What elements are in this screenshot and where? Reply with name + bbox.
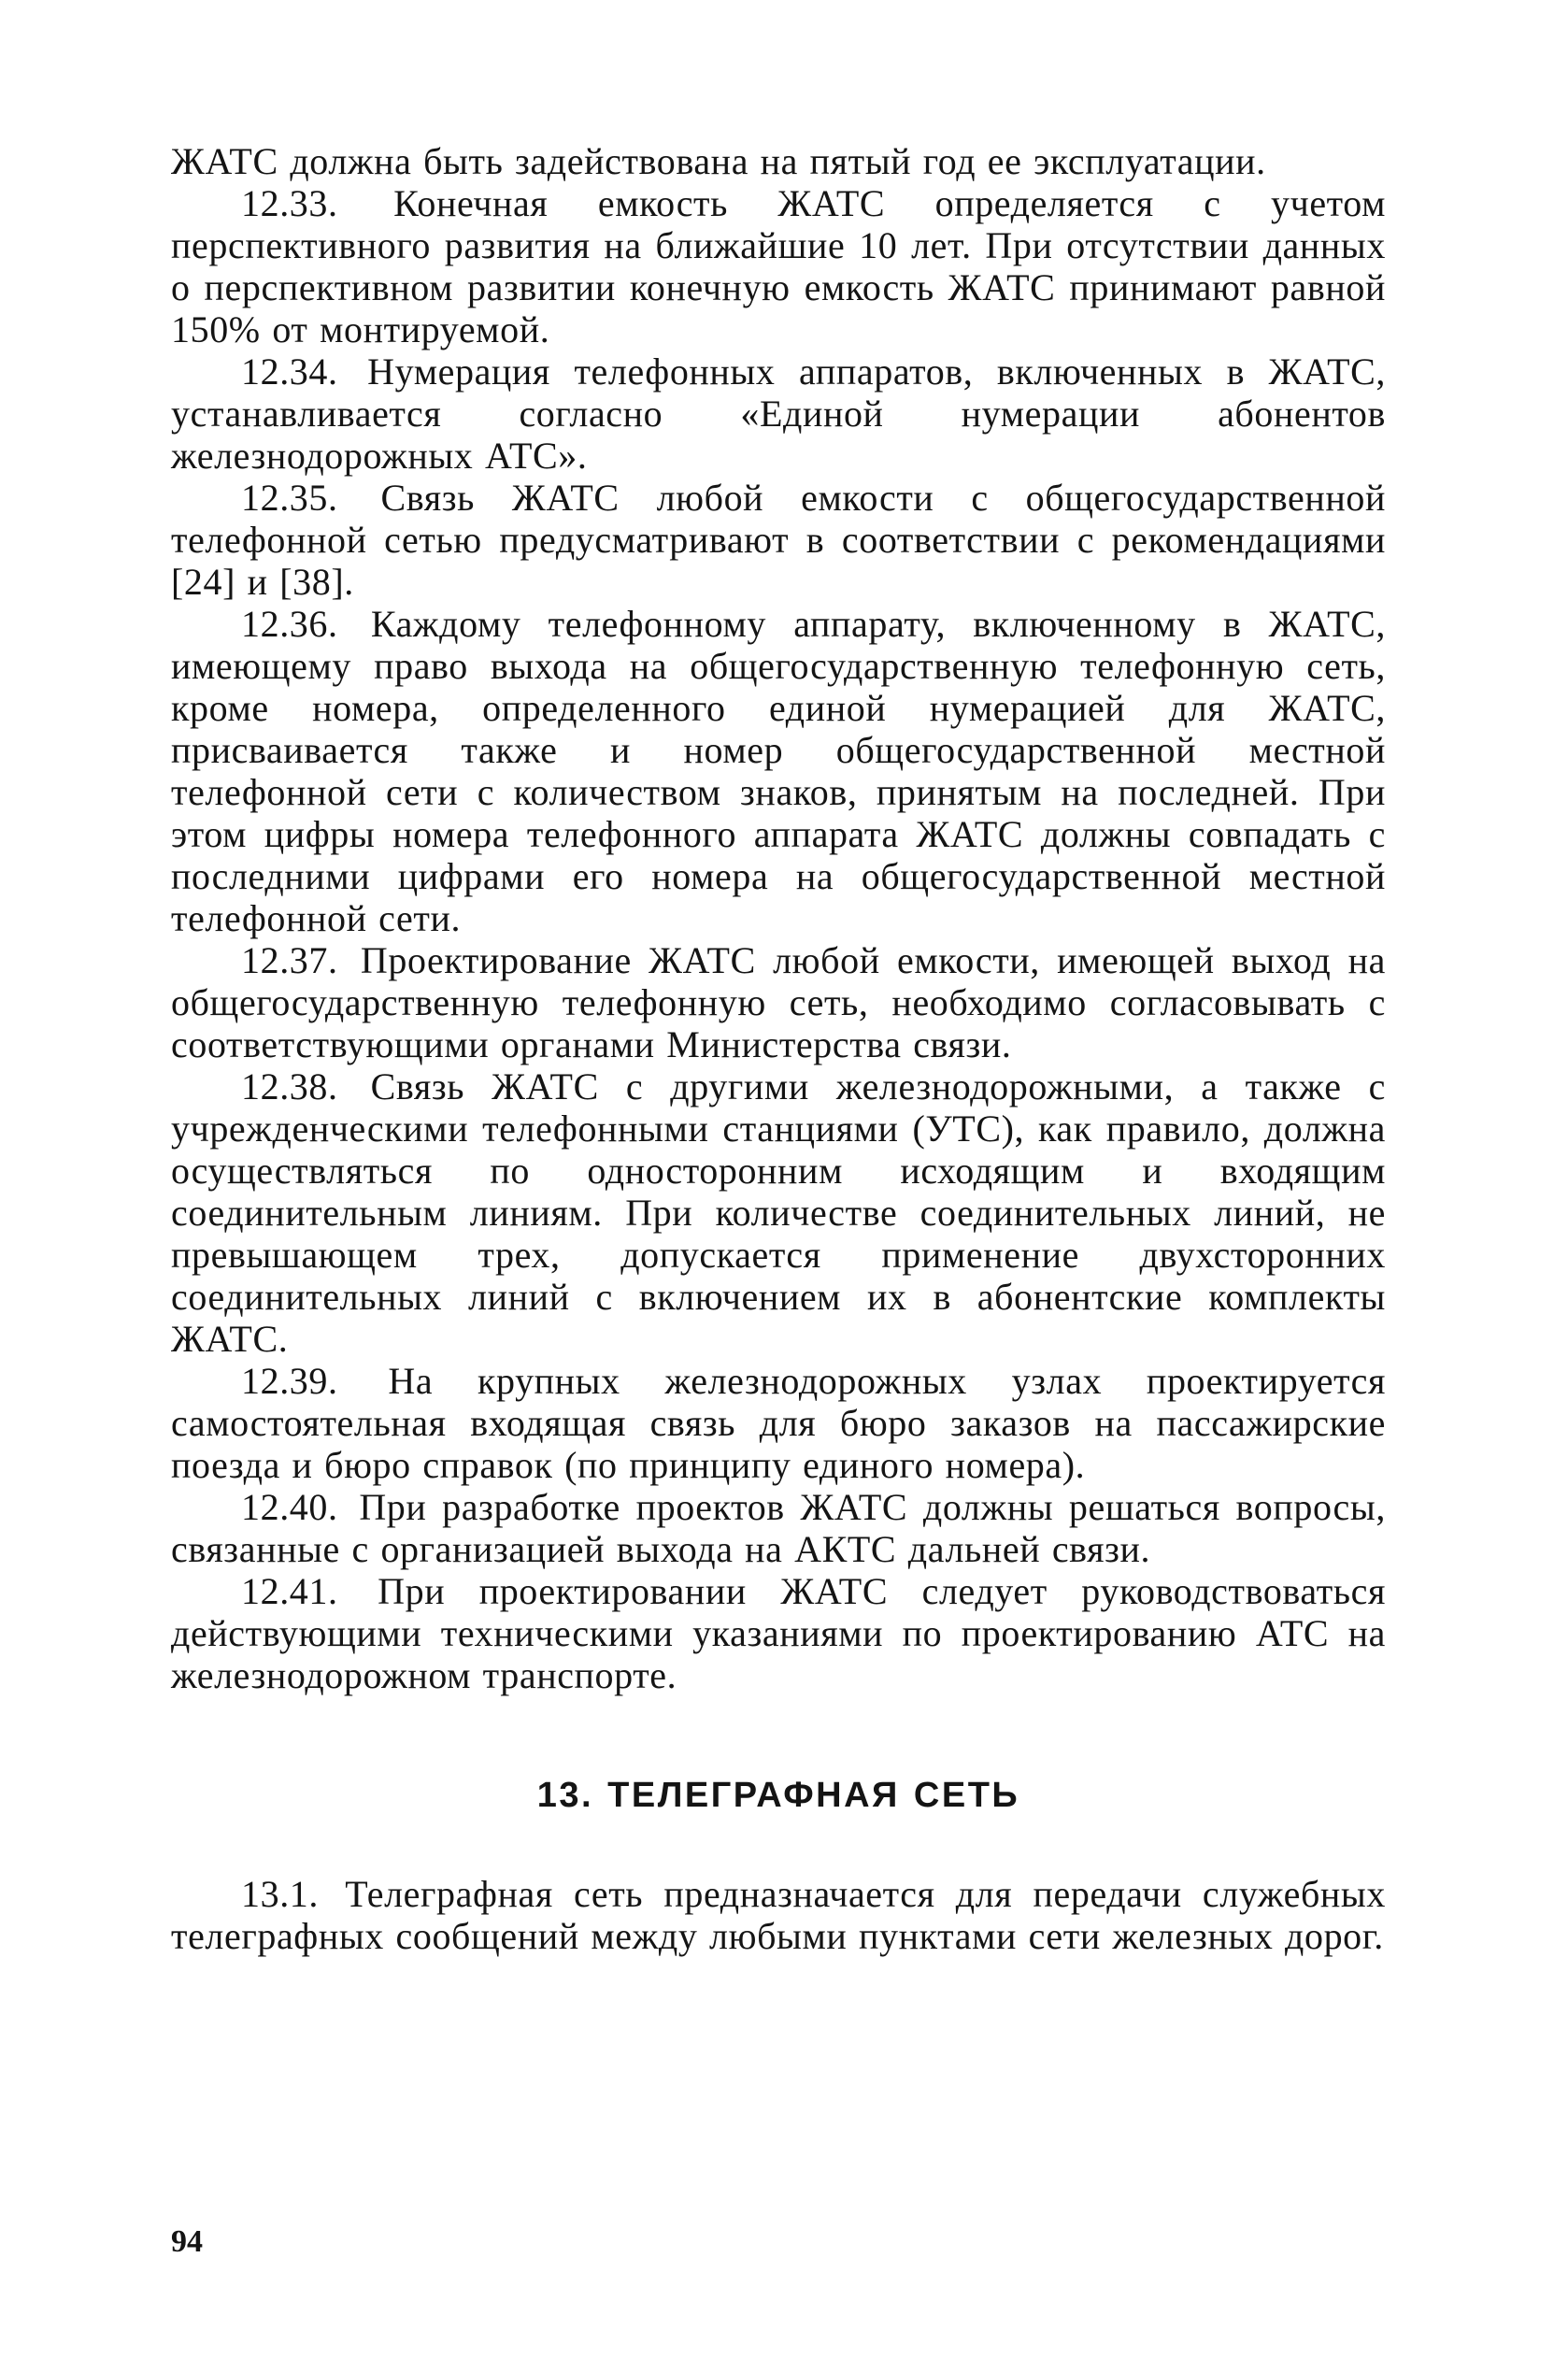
paragraph-text: Связь ЖАТС с другими железнодорожными, а также с учрежденческими телефонными станциями (УТС), как правило, должна осуществляться по односторонним исходящим и входящим соединительным линиям. При количестве соединительных линий, не превышающем трех, допускается применение двухсторонних соединительных линий с включением их в абонентские комплекты ЖАТС. xyxy=(171,1065,1386,1360)
paragraph-number: 13.1. xyxy=(241,1873,319,1915)
paragraph-12-37 xyxy=(171,939,1386,1065)
section-heading: 13. ТЕЛЕГРАФНАЯ СЕТЬ xyxy=(536,1776,1020,1815)
paragraph-number: 12.34. xyxy=(241,350,338,393)
paragraph-text: Проектирование ЖАТС любой емкости, имеющей выход на общегосударственную телефонную сеть, необходимо согласовывать с соответствующими органами Министерства связи. xyxy=(171,939,1386,1065)
paragraph-text: При проектировании ЖАТС следует руководствоваться действующими техническими указаниями по проектированию АТС на железнодорожном транспорте. xyxy=(171,1570,1386,1696)
paragraph-text: Связь ЖАТС любой емкости с общегосударственной телефонной сетью предусматривают в соответствии с рекомендациями [24] и [38]. xyxy=(171,477,1386,603)
paragraph-text: Каждому телефонному аппарату, включенному в ЖАТС, имеющему право выхода на общегосударственную телефонную сеть, кроме номера, определенного единой нумерацией для ЖАТС, присваивается также и номер общегосударственной местной телефонной сети с количеством знаков, принятым на последней. При этом цифры номера телефонного аппарата ЖАТС должны совпадать с последними цифрами его номера на общегосударственной местной телефонной сети. xyxy=(171,603,1386,939)
paragraph-number: 12.35. xyxy=(241,477,338,519)
paragraph-12-41 xyxy=(171,1570,1386,1696)
paragraph-number: 12.40. xyxy=(241,1486,338,1528)
paragraph-12-36 xyxy=(171,603,1386,939)
paragraph-number: 12.39. xyxy=(241,1360,338,1402)
body-text xyxy=(171,140,1386,1957)
paragraph-12-34 xyxy=(171,350,1386,477)
paragraph-text: Телеграфная сеть предназначается для передачи служебных телеграфных сообщений между любыми пунктами сети железных дорог. xyxy=(171,1873,1386,1957)
paragraph-12-35 xyxy=(171,477,1386,603)
paragraph-text: При разработке проектов ЖАТС должны решаться вопросы, связанные с организацией выхода на АКТС дальней связи. xyxy=(171,1486,1386,1570)
paragraph-number: 12.41. xyxy=(241,1570,338,1612)
paragraph-number: 12.38. xyxy=(241,1065,338,1107)
paragraph-12-39 xyxy=(171,1360,1386,1486)
paragraph-12-40 xyxy=(171,1486,1386,1570)
continuation-paragraph: ЖАТС должна быть задействована на пятый год ее эксплуатации. xyxy=(171,140,1266,182)
paragraph-text: Нумерация телефонных аппаратов, включенных в ЖАТС, устанавливается согласно «Единой нумерации абонентов железнодорожных АТС». xyxy=(171,350,1386,477)
page-number: 94 xyxy=(171,2224,203,2259)
paragraph-number: 12.36. xyxy=(241,603,338,645)
paragraph-12-38 xyxy=(171,1065,1386,1360)
paragraph-12-33 xyxy=(171,182,1386,350)
paragraph-number: 12.33. xyxy=(241,182,338,224)
paragraph-13-1 xyxy=(171,1873,1386,1957)
paragraph-text: Конечная емкость ЖАТС определяется с учетом перспективного развития на ближайшие 10 лет. При отсутствии данных о перспективном развитии конечную емкость ЖАТС принимают равной 150% от монтируемой. xyxy=(171,182,1386,350)
paragraph-text: На крупных железнодорожных узлах проектируется самостоятельная входящая связь для бюро заказов на пассажирские поезда и бюро справок (по принципу единого номера). xyxy=(171,1360,1386,1486)
paragraph-number: 12.37. xyxy=(241,939,338,981)
